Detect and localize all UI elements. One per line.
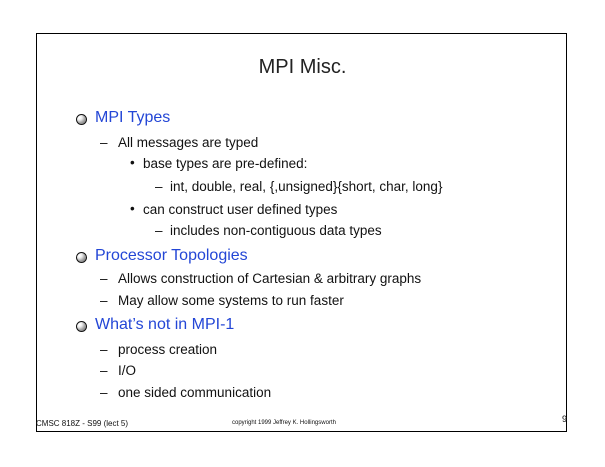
detail-non-contiguous: includes non-contiguous data types [170, 223, 382, 238]
sub-bullet-one-sided: one sided communication [118, 385, 272, 400]
round-bullet-icon [76, 114, 87, 125]
dash-icon: – [100, 385, 108, 400]
slide-title: MPI Misc. [258, 56, 347, 78]
dash-icon: – [155, 179, 163, 194]
dash-icon: – [100, 363, 108, 378]
bullet-mpi-types: MPI Types [95, 109, 171, 126]
dash-icon: – [100, 342, 108, 357]
sub-sub-bullet-user-defined: can construct user defined types [143, 202, 338, 217]
round-bullet-icon [76, 321, 87, 332]
dash-icon: – [155, 223, 163, 238]
sub-bullet-cartesian: Allows construction of Cartesian & arbitrary graphs [118, 271, 422, 286]
detail-type-list: int, double, real, {,unsigned}{short, char, long} [170, 179, 443, 194]
footer-copyright: copyright 1999 Jeffrey K. Hollingsworth [232, 420, 336, 426]
sub-bullet-run-faster: May allow some systems to run faster [118, 293, 344, 308]
bullet-whats-not-in-mpi1: What’s not in MPI-1 [95, 316, 235, 333]
dash-icon: – [100, 293, 108, 308]
footer-course: CMSC 818Z - S99 (lect 5) [36, 419, 129, 428]
dash-icon: – [100, 135, 108, 150]
dot-icon: • [130, 155, 135, 170]
sub-bullet-io: I/O [118, 363, 137, 378]
sub-sub-bullet-base-types: base types are pre-defined: [143, 156, 308, 171]
sub-bullet-typed: All messages are typed [118, 135, 259, 150]
dot-icon: • [130, 201, 135, 216]
round-bullet-icon [76, 252, 87, 263]
sub-bullet-process-creation: process creation [118, 342, 218, 357]
page-number: 9 [562, 414, 568, 424]
bullet-processor-topologies: Processor Topologies [95, 247, 248, 264]
dash-icon: – [100, 271, 108, 286]
